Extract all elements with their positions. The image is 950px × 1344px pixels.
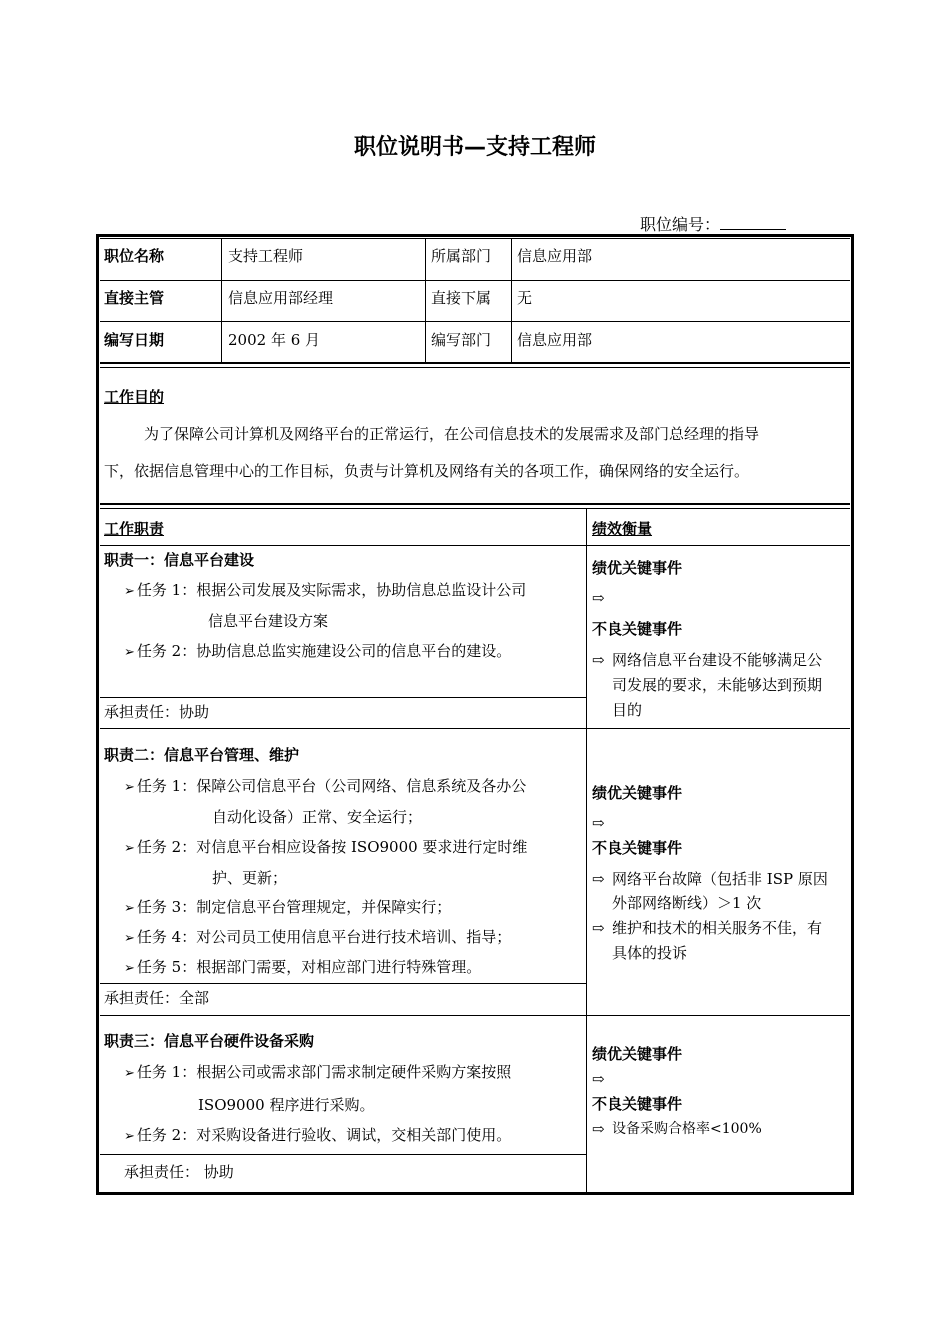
arrow-icon: ⇨: [592, 870, 605, 888]
bullet-icon: ➢: [124, 1066, 135, 1081]
duty2-task3: [124, 897, 451, 919]
bullet-icon: ➢: [124, 841, 135, 856]
duty2-responsibility: 承担责任：全部: [104, 989, 210, 1007]
duties-header-line: [100, 545, 850, 546]
bullet-icon: ➢: [124, 901, 135, 916]
duty2-task1-cont: 自动化设备）正常、安全运行；: [212, 808, 423, 826]
arrow-icon: ⇨: [592, 1120, 605, 1138]
duty3-title: 职责三：信息平台硬件设备采购: [104, 1032, 315, 1050]
purpose-heading: 工作目的: [104, 388, 165, 406]
duty1-task2-text: 任务 2：协助信息总监实施建设公司的信息平台的建设。: [136, 642, 512, 660]
bullet-icon: ➢: [124, 1129, 135, 1144]
label-write-date: 编写日期: [104, 331, 165, 349]
bullet-icon: ➢: [124, 931, 135, 946]
label-department: 所属部门: [431, 247, 492, 265]
bullet-icon: ➢: [124, 645, 135, 660]
duty2-good-label: 绩优关键事件: [592, 784, 683, 802]
label-subordinates: 直接下属: [431, 289, 492, 307]
duty2-bottom-line: [100, 1015, 850, 1016]
duty3-task2: [124, 1125, 511, 1147]
position-code-blank: [720, 215, 786, 230]
info-col-divider-3: [511, 238, 512, 364]
position-code-label: 职位编号：: [640, 215, 721, 234]
duty3-task2-text: 任务 2：对采购设备进行验收、调试，交相关部门使用。: [136, 1126, 512, 1144]
arrow-icon: ⇨: [592, 919, 605, 937]
duty2-resp-line: [100, 983, 586, 984]
value-position-name: 支持工程师: [228, 247, 304, 265]
duty2-bad1-line-2: 外部网络断线）＞1 次: [612, 894, 762, 912]
purpose-line-1: 为了保障公司计算机及网络平台的正常运行，在公司信息技术的发展需求及部门总经理的指导: [144, 425, 760, 443]
duty2-task4-text: 任务 4：对公司员工使用信息平台进行技术培训、指导；: [136, 928, 512, 946]
bullet-icon: ➢: [124, 780, 135, 795]
duty1-good-label: 绩优关键事件: [592, 559, 683, 577]
duty1-bad-line-1: 网络信息平台建设不能够满足公: [612, 651, 823, 669]
duty1-responsibility: 承担责任：协助: [104, 703, 210, 721]
duty1-task2: [124, 641, 511, 663]
duty3-resp-line: [100, 1154, 586, 1155]
duties-col-divider: [586, 508, 587, 1192]
value-write-date: 2002 年 6 月: [228, 331, 321, 349]
duty2-task5: [124, 957, 481, 979]
duty2-task3-text: 任务 3：制定信息平台管理规定，并保障实行；: [136, 898, 452, 916]
value-write-dept: 信息应用部: [517, 331, 593, 349]
duty3-bad-label: 不良关键事件: [592, 1095, 683, 1113]
label-write-dept: 编写部门: [431, 331, 492, 349]
bullet-icon: ➢: [124, 961, 135, 976]
duty1-bad-line-2: 司发展的要求，未能够达到预期: [612, 676, 823, 694]
value-department: 信息应用部: [517, 247, 593, 265]
arrow-icon: ⇨: [592, 651, 605, 669]
duty1-bad-label: 不良关键事件: [592, 620, 683, 638]
value-subordinates: 无: [517, 289, 533, 307]
duty2-task1: [124, 776, 526, 798]
duty2-title: 职责二：信息平台管理、维护: [104, 746, 300, 764]
arrow-icon: ⇨: [592, 1070, 605, 1088]
duty3-bad-line-1: 设备采购合格率<100%: [612, 1121, 762, 1137]
duty3-task1-text: 任务 1：根据公司或需求部门需求制定硬件采购方案按照: [136, 1063, 512, 1081]
duty2-bad-label: 不良关键事件: [592, 839, 683, 857]
label-supervisor: 直接主管: [104, 289, 165, 307]
info-col-divider-2: [425, 238, 426, 364]
info-col-divider-1: [221, 238, 222, 364]
duty2-task4: [124, 927, 511, 949]
performance-header: 绩效衡量: [592, 520, 653, 538]
duty2-task2-text: 任务 2：对信息平台相应设备按 ISO9000 要求进行定时维: [136, 838, 528, 856]
duty3-task1-cont: ISO9000 程序进行采购。: [198, 1096, 375, 1114]
duty1-title: 职责一：信息平台建设: [104, 551, 255, 569]
info-row-divider-2: [100, 321, 850, 322]
bullet-icon: ➢: [124, 584, 135, 599]
arrow-icon: ⇨: [592, 814, 605, 832]
duty2-bad2-line-1: 维护和技术的相关服务不佳，有: [612, 919, 823, 937]
duty1-task1-cont: 信息平台建设方案: [208, 612, 329, 630]
duty1-bad-line-3: 目的: [612, 701, 643, 719]
page-title: 职位说明书—支持工程师: [353, 135, 596, 160]
info-table-top-line: [100, 238, 850, 239]
value-supervisor: 信息应用部经理: [228, 289, 334, 307]
duty3-good-label: 绩优关键事件: [592, 1045, 683, 1063]
duty1-task1: [124, 580, 526, 602]
duty1-resp-line: [100, 697, 586, 698]
position-code: [640, 212, 786, 235]
duty2-bad2-line-2: 具体的投诉: [612, 944, 688, 962]
duty2-bad1-line-1: 网络平台故障（包括非 ISP 原因: [612, 870, 828, 888]
label-position-name: 职位名称: [104, 247, 165, 265]
arrow-icon: ⇨: [592, 589, 605, 607]
duty3-responsibility: 承担责任： 协助: [124, 1163, 234, 1181]
info-row-divider-1: [100, 280, 850, 281]
duty1-bottom-line: [100, 728, 850, 729]
duty2-task1-text: 任务 1：保障公司信息平台（公司网络、信息系统及各办公: [136, 777, 527, 795]
duty2-task5-text: 任务 5：根据部门需要，对相应部门进行特殊管理。: [136, 958, 482, 976]
duty2-task2: [124, 837, 527, 859]
purpose-line-2: 下，依据信息管理中心的工作目标，负责与计算机及网络有关的各项工作，确保网络的安全运行。: [104, 462, 750, 480]
double-rule-1: [100, 362, 850, 368]
duty2-task2-cont: 护、更新；: [212, 869, 288, 887]
double-rule-2: [100, 503, 850, 509]
duty3-task1: [124, 1062, 511, 1084]
duties-header: 工作职责: [104, 520, 165, 538]
duty1-task1-text: 任务 1：根据公司发展及实际需求，协助信息总监设计公司: [136, 581, 527, 599]
